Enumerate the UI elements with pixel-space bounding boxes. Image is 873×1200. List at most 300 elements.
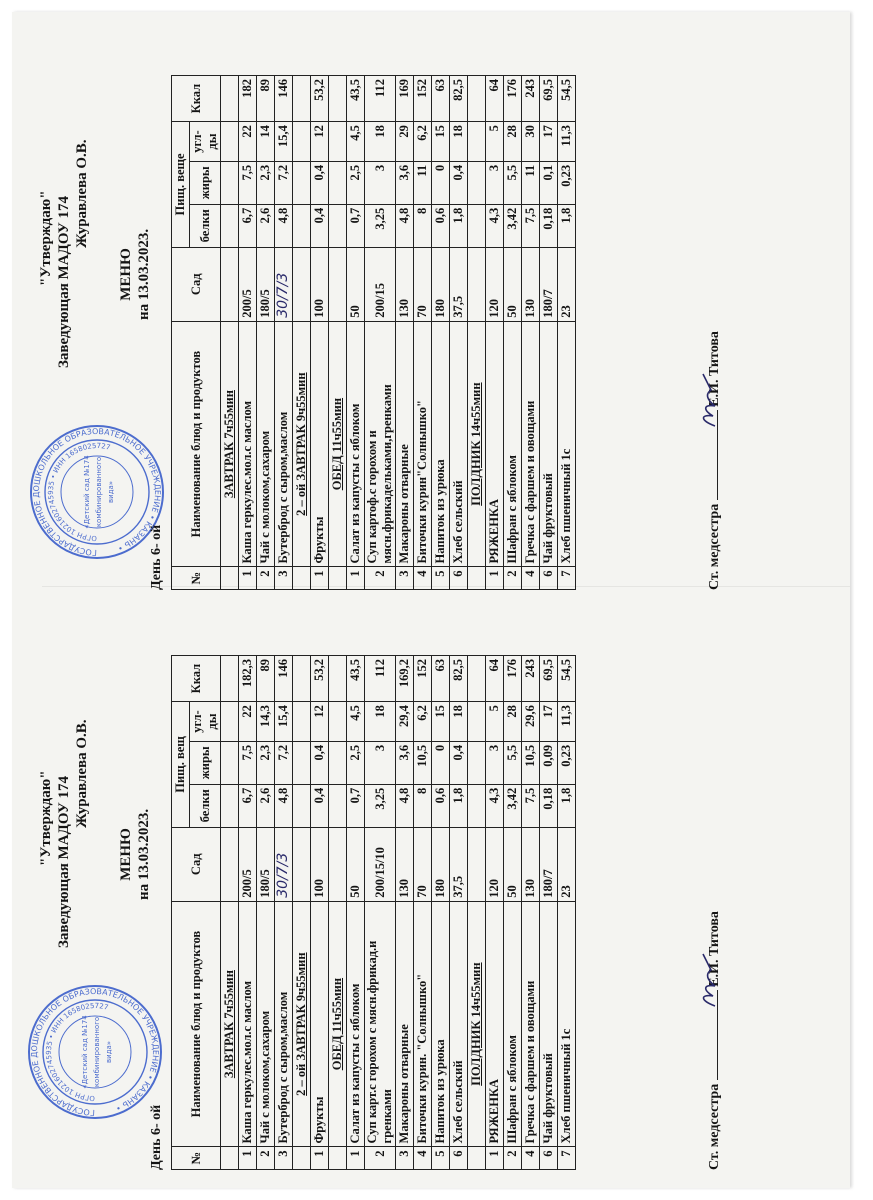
col-sad: Сад — [172, 247, 221, 321]
protein-value: 4,8 — [396, 204, 414, 247]
dish-name: Суп картоф.с горохом и мясн.фрикадельками,гренками — [365, 321, 396, 567]
carb-value: 18 — [365, 122, 396, 162]
carb-value: 11,3 — [558, 702, 576, 742]
table-row — [257, 76, 275, 590]
portion-size: 130 — [396, 827, 414, 901]
table-row — [558, 656, 576, 1170]
kcal-value: 64 — [486, 76, 504, 122]
table-row — [311, 76, 329, 590]
kcal-value: 243 — [522, 76, 540, 122]
svg-text:ГОСУДАРСТВЕННОЕ ДОШКОЛЬНОЕ ОБР: ГОСУДАРСТВЕННОЕ ДОШКОЛЬНОЕ ОБРАЗОВАТЕЛЬНОЕ УЧРЕЖДЕНИЕ • КАЗАНЬ • — [31, 426, 163, 558]
kcal-value: 63 — [432, 76, 450, 122]
menu-title: МЕНЮ — [118, 828, 134, 881]
portion-size: 120 — [486, 827, 504, 901]
menu-table-left — [171, 655, 576, 1170]
protein-value: 4,8 — [396, 784, 414, 827]
fat-value: 0 — [432, 161, 450, 204]
fat-value: 0,23 — [558, 161, 576, 204]
dish-name: Гречка с фаршем и овощами — [522, 901, 540, 1147]
svg-text:ОГРН 1021602745935 • ИНН 16580: ОГРН 1021602745935 • ИНН 1658025727 — [46, 441, 112, 543]
protein-value: 1,8 — [450, 204, 468, 247]
protein-value: 4,8 — [275, 204, 293, 247]
svg-text:вида»: вида» — [105, 1040, 113, 1064]
dish-name: РЯЖЕНКА — [486, 321, 504, 567]
kcal-value: 112 — [365, 656, 396, 702]
table-row — [522, 76, 540, 590]
protein-value: 0,6 — [432, 784, 450, 827]
svg-text:«Детский сад №174: «Детский сад №174 — [83, 455, 91, 529]
table-row — [257, 656, 275, 1170]
kcal-value: 89 — [257, 656, 275, 702]
col-fat: жиры — [190, 161, 221, 204]
protein-value: 2,6 — [257, 204, 275, 247]
kcal-value: 176 — [504, 76, 522, 122]
table-row — [365, 656, 396, 1170]
nurse-signature-line — [707, 331, 723, 590]
dish-name: Суп карт.с горохом с мясн.фрикад.и гренками — [365, 901, 396, 1147]
protein-value: 4,3 — [486, 204, 504, 247]
dish-name: Каша геркулес.мол.с маслом — [239, 901, 257, 1147]
protein-value: 0,4 — [311, 204, 329, 247]
menu-body-right — [221, 76, 576, 590]
carb-value: 12 — [311, 122, 329, 162]
dish-name: Фрукты — [311, 901, 329, 1147]
kcal-value: 112 — [365, 76, 396, 122]
col-nutrients: Пищ. вещ — [172, 702, 190, 828]
meal-section-title: ЗАВТРАК 7ч55мин — [221, 321, 239, 567]
meal-section-title: ПОЛДНИК 14ч55мин — [468, 321, 486, 567]
approval-name: Журавлева О.В. — [74, 139, 90, 248]
carb-value: 22 — [239, 702, 257, 742]
menu-table-right — [171, 75, 576, 590]
kcal-value: 146 — [275, 656, 293, 702]
col-name: Наименование блюд и продуктов — [172, 901, 221, 1147]
col-carb: угл-ды — [190, 702, 221, 742]
kcal-value: 69,5 — [540, 656, 558, 702]
fat-value: 0,4 — [311, 741, 329, 784]
carb-value: 28 — [504, 702, 522, 742]
svg-text:вида»: вида» — [107, 480, 115, 504]
portion-size: 120 — [486, 247, 504, 321]
meal-section-row — [468, 656, 486, 1170]
carb-value: 17 — [540, 122, 558, 162]
table-row — [414, 656, 432, 1170]
carb-value: 4,5 — [347, 702, 365, 742]
protein-value: 7,5 — [522, 784, 540, 827]
menu-page-left — [21, 600, 841, 1180]
fat-value: 5,5 — [504, 741, 522, 784]
row-number: 1 — [239, 567, 257, 590]
svg-text:комбинированного: комбинированного — [93, 1016, 101, 1088]
meal-section-title: ПОЛДНИК 14ч55мин — [468, 901, 486, 1147]
protein-value: 6,7 — [239, 204, 257, 247]
dish-name: Чай с молоком,сахаром — [257, 901, 275, 1147]
row-number: 2 — [257, 567, 275, 590]
col-no: № — [172, 567, 221, 590]
protein-value: 3,42 — [504, 204, 522, 247]
fat-value: 2,3 — [257, 161, 275, 204]
dish-name: Гречка с фаршем и овощами — [522, 321, 540, 567]
portion-size: 37,5 — [450, 247, 468, 321]
row-number: 2 — [365, 1147, 396, 1170]
menu-title-block — [117, 229, 153, 320]
protein-value: 3,42 — [504, 784, 522, 827]
rotated-document — [21, 20, 841, 1180]
row-number: 6 — [450, 567, 468, 590]
carb-value: 18 — [365, 702, 396, 742]
fat-value: 11 — [414, 161, 432, 204]
kcal-value: 182 — [239, 76, 257, 122]
approval-name: Журавлева О.В. — [74, 719, 90, 828]
row-number: 2 — [365, 567, 396, 590]
col-protein: белки — [190, 784, 221, 827]
fat-value: 5,5 — [504, 161, 522, 204]
portion-size: 50 — [347, 827, 365, 901]
table-row — [504, 76, 522, 590]
col-carb: угл-ды — [190, 122, 221, 162]
approval-post: Заведующая МАДОУ 174 — [56, 776, 72, 948]
table-row — [504, 656, 522, 1170]
meal-section-row — [329, 656, 347, 1170]
fat-value: 3,6 — [396, 161, 414, 204]
fat-value: 11 — [522, 161, 540, 204]
meal-section-title: ОБЕД 11ч55мин — [329, 321, 347, 567]
protein-value: 3,25 — [365, 784, 396, 827]
dish-name: Макароны отварные — [396, 321, 414, 567]
kcal-value: 243 — [522, 656, 540, 702]
carb-value: 29,6 — [522, 702, 540, 742]
meal-section-title: 2 – ой ЗАВТРАК 9ч55мин — [293, 901, 311, 1147]
kcal-value: 82,5 — [450, 656, 468, 702]
carb-value: 15,4 — [275, 122, 293, 162]
table-row — [275, 656, 293, 1170]
kcal-value: 152 — [414, 76, 432, 122]
carb-value: 30 — [522, 122, 540, 162]
row-number: 6 — [540, 567, 558, 590]
protein-value: 1,8 — [558, 784, 576, 827]
kcal-value: 69,5 — [540, 76, 558, 122]
table-row — [347, 656, 365, 1170]
day-label: День 6- ой — [149, 1104, 164, 1170]
carb-value: 14,3 — [257, 702, 275, 742]
approval-post: Заведующая МАДОУ 174 — [56, 196, 72, 368]
menu-body-left — [221, 656, 576, 1170]
fat-value: 3 — [486, 741, 504, 784]
portion-size: 23 — [558, 827, 576, 901]
protein-value: 1,8 — [558, 204, 576, 247]
table-row — [239, 656, 257, 1170]
table-row — [396, 76, 414, 590]
protein-value: 2,6 — [257, 784, 275, 827]
kcal-value: 53,2 — [311, 76, 329, 122]
dish-name: Фрукты — [311, 321, 329, 567]
kcal-value: 82,5 — [450, 76, 468, 122]
approval-title: "Утверждаю" — [38, 190, 54, 286]
portion-size: 200/5 — [239, 247, 257, 321]
portion-size: 50 — [504, 247, 522, 321]
carb-value: 12 — [311, 702, 329, 742]
col-protein: белки — [190, 204, 221, 247]
fat-value: 3 — [365, 161, 396, 204]
portion-size: 180/7 — [540, 827, 558, 901]
portion-size: 37,5 — [450, 827, 468, 901]
table-row — [432, 656, 450, 1170]
menu-date: на 13.03.2023. — [136, 228, 152, 320]
row-number: 1 — [347, 1147, 365, 1170]
svg-text:ОГРН 1021602745935 • ИНН 16580: ОГРН 1021602745935 • ИНН 1658025727 — [44, 1001, 110, 1103]
fat-value: 2,5 — [347, 161, 365, 204]
protein-value: 6,7 — [239, 784, 257, 827]
signature-line — [707, 410, 718, 500]
row-number: 4 — [414, 567, 432, 590]
fat-value: 0,4 — [450, 741, 468, 784]
row-number: 2 — [504, 567, 522, 590]
row-number: 7 — [558, 567, 576, 590]
protein-value: 1,8 — [450, 784, 468, 827]
fat-value: 10,5 — [522, 741, 540, 784]
row-number: 4 — [522, 567, 540, 590]
portion-size: 50 — [504, 827, 522, 901]
fat-value: 0,23 — [558, 741, 576, 784]
approval-block — [37, 139, 91, 368]
table-row — [365, 76, 396, 590]
kcal-value: 64 — [486, 656, 504, 702]
row-number: 1 — [311, 1147, 329, 1170]
row-number: 7 — [558, 1147, 576, 1170]
portion-size: 130 — [522, 247, 540, 321]
dish-name: Биточки курин"Солнышко" — [414, 321, 432, 567]
protein-value: 4,8 — [275, 784, 293, 827]
kcal-value: 63 — [432, 656, 450, 702]
col-no: № — [172, 1147, 221, 1170]
dish-name: Салат из капусты с яблоком — [347, 901, 365, 1147]
carb-value: 28 — [504, 122, 522, 162]
carb-value: 5 — [486, 702, 504, 742]
row-number: 1 — [486, 1147, 504, 1170]
dish-name: Бутерброд с сыром,маслом — [275, 901, 293, 1147]
protein-value: 0,18 — [540, 784, 558, 827]
menu-title: МЕНЮ — [118, 248, 134, 301]
dish-name: Хлеб пшеничный 1с — [558, 901, 576, 1147]
meal-section-title: 2 – ой ЗАВТРАК 9ч55мин — [293, 321, 311, 567]
table-row — [486, 656, 504, 1170]
carb-value: 29,4 — [396, 702, 414, 742]
carb-value: 29 — [396, 122, 414, 162]
kcal-value: 169 — [396, 76, 414, 122]
portion-size: 180/7 — [540, 247, 558, 321]
row-number: 5 — [432, 567, 450, 590]
fat-value: 2,5 — [347, 741, 365, 784]
row-number: 4 — [522, 1147, 540, 1170]
protein-value: 8 — [414, 204, 432, 247]
kcal-value: 54,5 — [558, 76, 576, 122]
table-row — [486, 76, 504, 590]
fat-value: 7,5 — [239, 161, 257, 204]
svg-text:ГОСУДАРСТВЕННОЕ ДОШКОЛЬНОЕ ОБР: ГОСУДАРСТВЕННОЕ ДОШКОЛЬНОЕ ОБРАЗОВАТЕЛЬНОЕ УЧРЕЖДЕНИЕ • КАЗАНЬ • — [29, 986, 161, 1118]
round-seal-stamp — [27, 984, 163, 1120]
protein-value: 0,7 — [347, 784, 365, 827]
meal-section-row — [329, 76, 347, 590]
fat-value: 0,4 — [311, 161, 329, 204]
table-row — [347, 76, 365, 590]
dish-name: Бутерброд с сыром,маслом — [275, 321, 293, 567]
table-row — [432, 76, 450, 590]
portion-size: 30/7/3 — [275, 247, 293, 321]
day-label: День 6- ой — [149, 524, 164, 590]
dish-name: Хлеб пшеничный 1с — [558, 321, 576, 567]
portion-size: 180 — [432, 827, 450, 901]
table-row — [450, 76, 468, 590]
kcal-value: 169,2 — [396, 656, 414, 702]
meal-section-row — [468, 76, 486, 590]
dish-name: Чай фруктовый — [540, 321, 558, 567]
portion-size: 200/15/10 — [365, 827, 396, 901]
kcal-value: 43,5 — [347, 656, 365, 702]
row-number: 3 — [275, 1147, 293, 1170]
col-name: Наименование блюд и продуктов — [172, 321, 221, 567]
meal-section-row — [221, 76, 239, 590]
dish-name: РЯЖЕНКА — [486, 901, 504, 1147]
carb-value: 5 — [486, 122, 504, 162]
fat-value: 3 — [365, 741, 396, 784]
col-nutrients: Пищ. веще — [172, 122, 190, 248]
fat-value: 0,4 — [450, 161, 468, 204]
table-row — [522, 656, 540, 1170]
kcal-value: 54,5 — [558, 656, 576, 702]
approval-block — [37, 719, 91, 948]
row-number: 2 — [504, 1147, 522, 1170]
table-row — [311, 656, 329, 1170]
carb-value: 22 — [239, 122, 257, 162]
menu-date: на 13.03.2023. — [136, 808, 152, 900]
table-row — [396, 656, 414, 1170]
kcal-value: 43,5 — [347, 76, 365, 122]
portion-size: 200/5 — [239, 827, 257, 901]
handwritten-signature — [697, 950, 721, 1010]
dish-name: Макароны отварные — [396, 901, 414, 1147]
row-number: 6 — [540, 1147, 558, 1170]
portion-size: 180/5 — [257, 827, 275, 901]
portion-size: 30/7/3 — [275, 827, 293, 901]
approval-title: "Утверждаю" — [38, 770, 54, 866]
table-row — [450, 656, 468, 1170]
carb-value: 6,2 — [414, 702, 432, 742]
kcal-value: 146 — [275, 76, 293, 122]
protein-value: 4,3 — [486, 784, 504, 827]
portion-size: 70 — [414, 247, 432, 321]
nurse-label: Ст. медсестра — [707, 503, 722, 590]
row-number: 3 — [275, 567, 293, 590]
dish-name: Каша геркулес.мол.с маслом — [239, 321, 257, 567]
menu-title-block — [117, 809, 153, 900]
svg-text:комбинированного: комбинированного — [95, 456, 103, 528]
scanned-sheet — [12, 12, 850, 1188]
meal-section-row — [221, 656, 239, 1170]
meal-section-row — [293, 76, 311, 590]
nurse-name: Е.И. Титова — [707, 331, 722, 407]
portion-size: 70 — [414, 827, 432, 901]
row-number: 1 — [239, 1147, 257, 1170]
table-row — [414, 76, 432, 590]
carb-value: 14 — [257, 122, 275, 162]
dish-name: Чай с молоком,сахаром — [257, 321, 275, 567]
table-row — [558, 76, 576, 590]
carb-value: 15 — [432, 702, 450, 742]
nurse-signature-line — [707, 911, 723, 1170]
table-row — [540, 656, 558, 1170]
fat-value: 7,2 — [275, 161, 293, 204]
handwritten-signature — [697, 370, 721, 430]
col-fat: жиры — [190, 741, 221, 784]
carb-value: 15 — [432, 122, 450, 162]
fat-value: 3 — [486, 161, 504, 204]
portion-size: 180 — [432, 247, 450, 321]
kcal-value: 152 — [414, 656, 432, 702]
menu-page-right — [21, 20, 841, 600]
carb-value: 4,5 — [347, 122, 365, 162]
portion-size: 100 — [311, 247, 329, 321]
kcal-value: 89 — [257, 76, 275, 122]
row-number: 4 — [414, 1147, 432, 1170]
col-kcal: Ккал — [172, 656, 221, 702]
dish-name: Салат из капусты с яблоком — [347, 321, 365, 567]
kcal-value: 182,3 — [239, 656, 257, 702]
carb-value: 11,3 — [558, 122, 576, 162]
svg-text:«Детский сад №174: «Детский сад №174 — [81, 1015, 89, 1089]
portion-size: 130 — [522, 827, 540, 901]
portion-size: 130 — [396, 247, 414, 321]
row-number: 6 — [450, 1147, 468, 1170]
signature-line — [707, 990, 718, 1080]
fat-value: 0,1 — [540, 161, 558, 204]
fat-value: 10,5 — [414, 741, 432, 784]
portion-size: 200/15 — [365, 247, 396, 321]
carb-value: 15,4 — [275, 702, 293, 742]
row-number: 1 — [311, 567, 329, 590]
fat-value: 7,2 — [275, 741, 293, 784]
protein-value: 0,4 — [311, 784, 329, 827]
protein-value: 8 — [414, 784, 432, 827]
fat-value: 0,09 — [540, 741, 558, 784]
dish-name: Чай фруктовый — [540, 901, 558, 1147]
portion-size: 50 — [347, 247, 365, 321]
row-number: 3 — [396, 1147, 414, 1170]
meal-section-title: ЗАВТРАК 7ч55мин — [221, 901, 239, 1147]
col-sad: Сад — [172, 827, 221, 901]
table-row — [239, 76, 257, 590]
fat-value: 3,6 — [396, 741, 414, 784]
protein-value: 0,6 — [432, 204, 450, 247]
row-number: 3 — [396, 567, 414, 590]
portion-size: 180/5 — [257, 247, 275, 321]
table-row — [540, 76, 558, 590]
kcal-value: 53,2 — [311, 656, 329, 702]
row-number: 2 — [257, 1147, 275, 1170]
protein-value: 0,7 — [347, 204, 365, 247]
dish-name: Биточки курин. "Солнышко" — [414, 901, 432, 1147]
row-number: 5 — [432, 1147, 450, 1170]
dish-name: Напиток из урюка — [432, 901, 450, 1147]
kcal-value: 176 — [504, 656, 522, 702]
meal-section-row — [293, 656, 311, 1170]
row-number: 1 — [486, 567, 504, 590]
dish-name: Напиток из урюка — [432, 321, 450, 567]
nurse-name: Е.И. Титова — [707, 911, 722, 987]
carb-value: 6,2 — [414, 122, 432, 162]
carb-value: 18 — [450, 702, 468, 742]
fat-value: 2,3 — [257, 741, 275, 784]
carb-value: 18 — [450, 122, 468, 162]
